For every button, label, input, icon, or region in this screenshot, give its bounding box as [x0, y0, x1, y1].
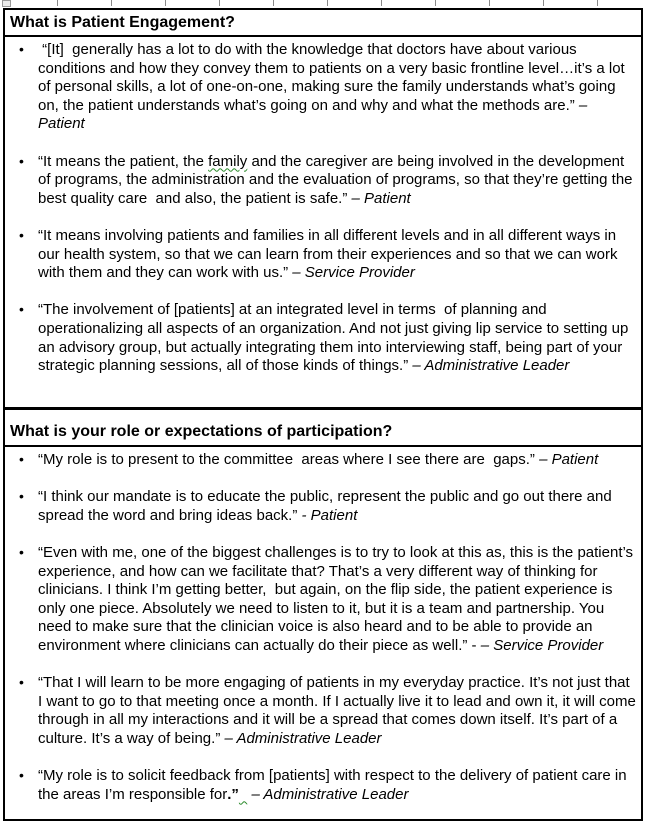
bullet-icon: • — [19, 488, 24, 505]
quotes-table — [3, 8, 643, 821]
quote-text — [38, 451, 598, 468]
quote-segment-normal: “That I will learn to be more engaging of patients in my everyday practice. It’s not just that I want to go to that meeting once a month. If I actually live it to lead and own it, it will come through in all my interactions and it will be a spread that comes down itself. It’s part of a culture. It’s a way of being.” — [38, 674, 640, 747]
quote-item — [17, 488, 637, 525]
quote-text — [38, 674, 640, 747]
section-header-row — [5, 410, 641, 447]
ruler-strip — [0, 0, 649, 8]
quote-segment-normal: and the caregiver are being involved in the development of programs, the administration and the evaluation of programs, so that they’re getting the best quality care and also, the patient is safe.” — [38, 152, 637, 207]
quote-segment-normal: “My role is to solicit feedback from [patients] with respect to the delivery of patient care in the areas I’m responsible for — [38, 767, 631, 803]
quote-item — [17, 227, 637, 283]
quote-item — [17, 153, 637, 209]
quote-segment-normal: “My role is to present to the committee areas where I see there are gaps.” — [38, 451, 540, 468]
quote-text — [38, 153, 637, 207]
quote-segment-normal: “I think our mandate is to educate the public, represent the public and go out there and spread the word and bring ideas back.” — [38, 488, 616, 524]
quote-segment-italic: – Administrative Leader — [224, 729, 382, 747]
quote-text — [38, 227, 622, 281]
bullet-icon: • — [19, 226, 24, 243]
quote-segment-italic: – Service Provider — [476, 636, 604, 654]
quote-text — [38, 488, 616, 524]
bullet-icon: • — [19, 301, 24, 318]
quote-segment-normal: “[It] generally has a lot to do with the knowledge that doctors have about various conditions and how they convey them to patients on a very basic frontline level…it’s a lot of personal skills, a lot of one-on-one, making sure the family understands what’s going on, the patient understands what’s going on and why and what the methods are.” — [38, 41, 629, 114]
quote-segment-italic: – Patient — [38, 96, 592, 133]
bullet-icon: • — [19, 152, 24, 169]
quote-segment-italic: – Administrative Leader — [412, 357, 570, 375]
quote-segment-normal: “The involvement of [patients] at an integrated level in terms of planning and operationalizing all aspects of an organization. And not just giving lip service to setting up an advisory group, but actually integrating them into interviewing staff, being part of your strategic planning sessions, all of those kinds of things.” — [38, 301, 633, 375]
quote-segment-squiggle: family — [208, 152, 248, 170]
quote-text — [38, 544, 637, 654]
bullet-icon: • — [19, 767, 24, 784]
bullet-icon: • — [19, 41, 24, 57]
quote-segment-italic: – Patient — [351, 189, 411, 207]
quote-segment-normal: “It means involving patients and families in all different levels and in all different ways in our health system, so that we can learn from their experiences and so that we can work with them and they can work with us.” — [38, 226, 622, 282]
quote-segment-italic: – Administrative Leader — [251, 785, 409, 803]
quote-item — [17, 767, 637, 804]
quote-text — [38, 301, 633, 374]
quote-list — [5, 447, 641, 819]
quote-segment-normal: “Even with me, one of the biggest challenges is to try to look at this as, this is the patient’s experience, and how can we facilitate that? That’s a very different way of thinking for clinicians. I think I’m getting better, but again, on the flip side, the patient experience is only one piece. Absolutely we need to listen to it, but it is a team and partnership. You need to make sure that the clinician voice is also heard and to be able to provide an environment where clinicians can actually do their piece as well.” - — [38, 543, 638, 654]
quote-segment-bold: .” — [227, 785, 239, 803]
quote-segment-normal: “It means the patient, the — [38, 152, 209, 170]
quote-segment-italic: – Patient — [539, 451, 599, 468]
ruler-tab-selector[interactable] — [2, 0, 11, 7]
section-patient-engagement — [5, 10, 641, 407]
quote-item — [17, 674, 640, 748]
section-role-expectations — [5, 407, 641, 819]
bullet-icon: • — [19, 674, 24, 691]
ruler-ticks — [0, 0, 649, 6]
quote-item — [17, 544, 637, 656]
quote-item — [17, 451, 637, 470]
quote-segment-italic: - Patient — [301, 506, 358, 524]
quote-text — [38, 41, 629, 132]
quote-item — [17, 301, 637, 375]
quote-list — [5, 37, 641, 407]
bullet-icon: • — [19, 543, 24, 560]
quote-item — [17, 41, 637, 134]
section-header-row — [5, 10, 641, 37]
quote-segment-italic: – Service Provider — [292, 264, 415, 282]
quote-text — [38, 767, 631, 803]
section-header-text: What is your role or expectations of participation? — [10, 423, 393, 440]
section-header-text: What is Patient Engagement? — [10, 14, 235, 31]
bullet-icon: • — [19, 451, 24, 467]
